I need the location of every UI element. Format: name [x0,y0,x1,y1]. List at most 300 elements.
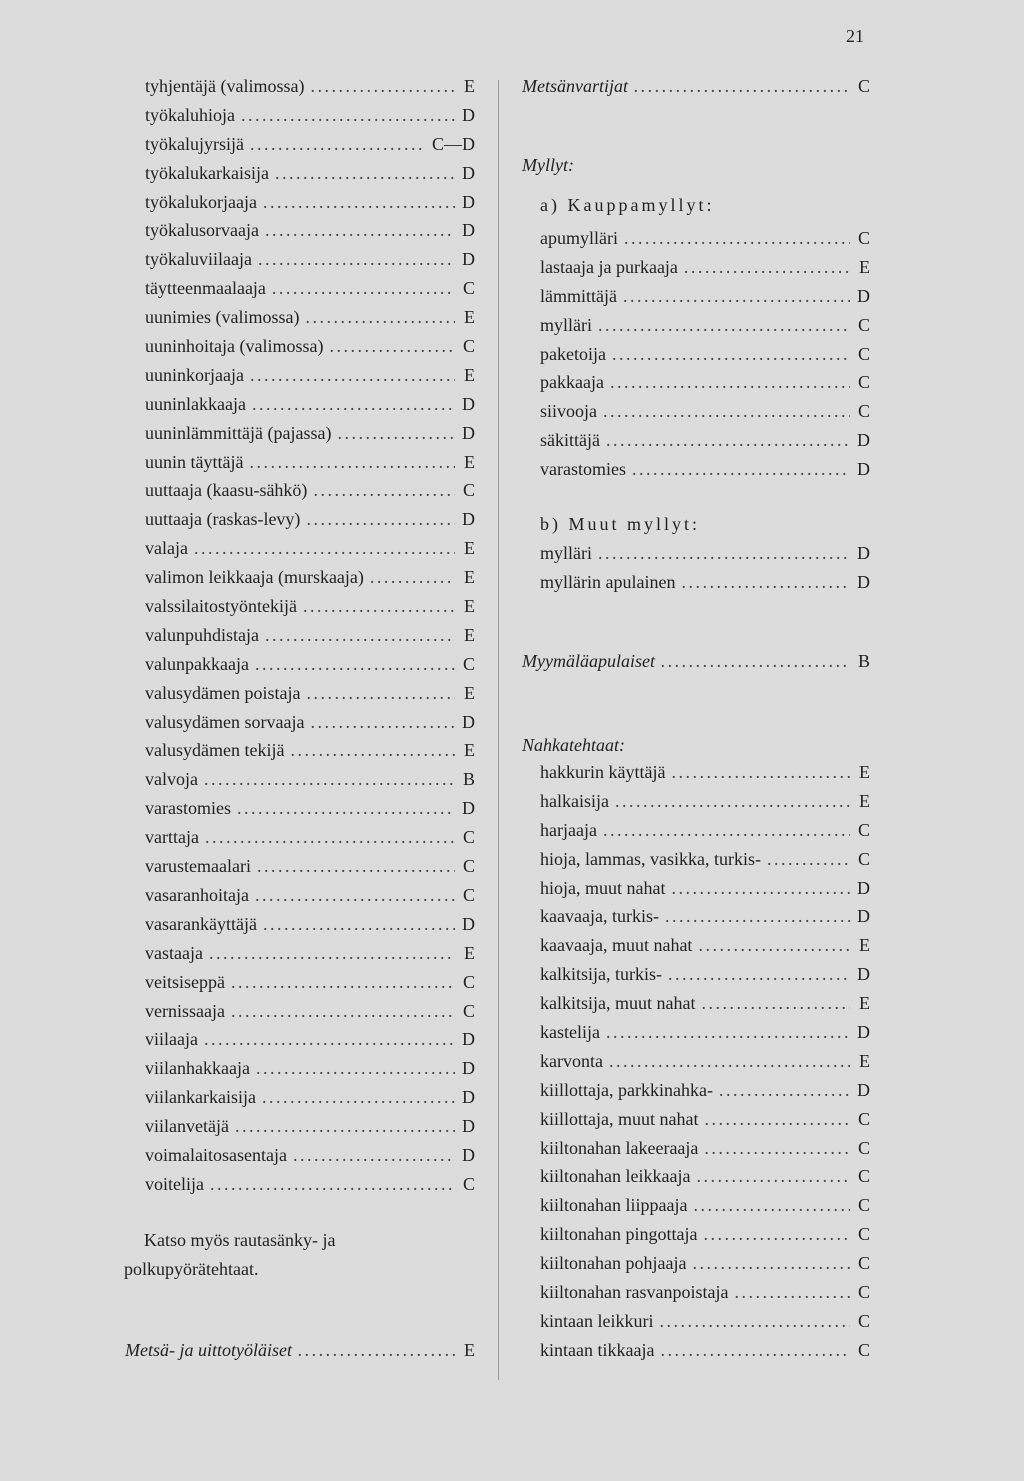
leader-dots [660,1340,850,1361]
leader-dots [235,1116,455,1137]
leader-dots [610,372,850,393]
leader-dots [265,625,455,646]
leader-dots [257,856,455,877]
entry-name: työkaluhioja [145,104,235,125]
list-item [540,878,870,907]
entry-class: E [464,307,475,328]
leader-dots [598,543,850,564]
entry-name: viilanhakkaaja [145,1058,250,1079]
leader-dots [337,423,455,444]
list-item [145,1145,475,1174]
leader-dots [275,163,455,184]
list-item [145,538,475,567]
list-item [145,683,475,712]
entry-name: pakkaaja [540,372,604,393]
entry-name: kalkitsija, muut nahat [540,993,696,1014]
leader-dots [681,572,850,593]
entry-class: D [462,1144,475,1165]
entry-class: E [464,682,475,703]
list-item [145,394,475,423]
list-item [540,964,870,993]
entry-name: uunimies (valimossa) [145,307,300,328]
entry-name: apumylläri [540,228,618,248]
entry-class: C [857,1339,870,1360]
entry-name: valusydämen tekijä [145,740,285,761]
entry-name: kaavaaja, turkis- [540,906,659,927]
leader-dots [306,509,455,530]
list-item [540,1138,870,1167]
leader-dots [632,459,850,480]
list-item [540,430,870,459]
entry-name: kalkitsija, turkis- [540,964,662,985]
leader-dots [263,192,455,213]
entry-name: valssilaitostyöntekijä [145,596,297,617]
list-item [145,423,475,452]
list-item [145,163,475,192]
leader-dots [290,740,455,761]
entry-class: D [462,711,475,732]
entry-name: kiillottaja, parkkinahka- [540,1079,713,1100]
list-item [145,1116,475,1145]
muut-myllyt-list [540,543,870,601]
entry-class: C [857,372,870,393]
list-item [540,257,870,286]
entry-class: D [857,285,870,306]
nahka-heading: Nahkatehtaat: [522,735,625,755]
leader-dots [263,914,455,935]
entry-class: D [857,430,870,451]
leader-dots [671,878,850,899]
column-divider [498,80,499,1380]
list-item [145,1001,475,1030]
leader-dots [634,76,850,97]
myymala-entry [522,651,870,680]
entry-name: hioja, muut nahat [540,877,666,898]
list-item [540,849,870,878]
entry-class: E [464,740,475,761]
leader-dots [696,1166,850,1187]
list-item [540,1166,870,1195]
list-item [540,1340,870,1369]
entry-class: C [857,1253,870,1274]
leader-dots [262,1087,455,1108]
leader-dots [606,430,850,451]
entry-class: E [464,364,475,385]
entry-name: kiiltonahan liippaaja [540,1195,688,1216]
list-item [145,365,475,394]
entry-name: Metsänvartijat [522,76,628,96]
entry-name: voimalaitosasentaja [145,1144,287,1165]
entry-class: C [462,336,475,357]
leader-dots [329,336,455,357]
entry-name: uunin täyttäjä [145,451,244,472]
entry-name: lämmittäjä [540,285,617,306]
entry-class: C [857,1108,870,1129]
entry-class: E [464,538,475,559]
list-item [145,712,475,741]
entry-class: D [857,1079,870,1100]
entry-class: B [462,769,475,790]
entry-class: C [462,856,475,877]
leader-dots [704,1138,850,1159]
list-item [540,1109,870,1138]
list-item [540,791,870,820]
entry-class: C [857,343,870,364]
entry-name: vernissaaja [145,1000,225,1021]
list-item [540,762,870,791]
entry-class: D [462,393,475,414]
entry-class: C [462,480,475,501]
leader-dots [313,480,455,501]
entry-class: E [859,1050,870,1071]
list-item [540,344,870,373]
list-item [540,543,870,572]
entry-name: hakkurin käyttäjä [540,762,666,782]
list-item [145,307,475,336]
entry-class: C [462,1173,475,1194]
entry-class: C [857,1310,870,1331]
entry-name: vastaaja [145,942,203,963]
entry-class: C [462,1000,475,1021]
entry-class: D [462,1087,475,1108]
list-item [540,459,870,488]
list-item [145,740,475,769]
list-item [540,372,870,401]
leader-dots [624,228,850,249]
entry-name: karvonta [540,1050,603,1071]
entry-name: valusydämen sorvaaja [145,711,305,732]
list-item [540,286,870,315]
entry-class: D [857,571,870,592]
leader-dots [306,683,455,704]
list-item [145,192,475,221]
leader-dots [258,249,455,270]
list-item [145,480,475,509]
leader-dots [668,964,850,985]
entry-name: uuttaaja (raskas-levy) [145,509,301,530]
entry-class: C [462,971,475,992]
entry-class: E [464,942,475,963]
list-item [540,401,870,430]
list-item [540,1253,870,1282]
entry-class: C [462,827,475,848]
list-item [145,220,475,249]
entry-name: vasarankäyttäjä [145,913,257,934]
leader-dots [204,769,455,790]
list-item [540,1282,870,1311]
entry-name: kintaan leikkuri [540,1310,654,1331]
leader-dots [609,1051,850,1072]
entry-class: C [857,1282,870,1303]
kauppamyllyt-heading: a) Kauppamyllyt: [540,195,715,215]
muut-myllyt-heading: b) Muut myllyt: [540,514,701,534]
entry-class: D [462,220,475,241]
entry-name: valunpakkaaja [145,653,249,674]
entry-name: kiiltonahan lakeeraaja [540,1137,699,1158]
entry-name: varttaja [145,827,199,848]
entry-name: kiillottaja, muut nahat [540,1108,699,1129]
leader-dots [205,827,455,848]
entry-name: Myymäläapulaiset [522,651,655,671]
list-item [540,1311,870,1340]
entry-class: E [464,451,475,472]
leader-dots [767,849,850,870]
entry-name: täytteenmaalaaja [145,278,266,299]
entry-name: työkaluviilaaja [145,249,252,270]
entry-class: C [857,76,870,96]
list-item [145,769,475,798]
list-item [540,820,870,849]
entry-name: voitelija [145,1173,204,1194]
leader-dots [194,538,455,559]
entry-class: D [857,877,870,898]
entry-name: kiiltonahan pohjaaja [540,1253,687,1274]
list-item [145,1058,475,1087]
leader-dots [704,1109,850,1130]
entry-class: C [857,1195,870,1216]
entry-class: C [462,278,475,299]
entry-name: mylläri [540,543,592,563]
entry-name: kiiltonahan leikkaaja [540,1166,691,1187]
leader-dots [661,651,850,672]
entry-name: varastomies [540,459,626,480]
entry-class: E [859,762,870,782]
list-item [145,885,475,914]
entry-class: C—D [431,133,475,154]
entry-name: valaja [145,538,188,559]
leader-dots [701,993,850,1014]
list-item [145,625,475,654]
entry-name: työkalujyrsijä [145,133,244,154]
entry-name: mylläri [540,314,592,335]
leader-dots [719,1080,850,1101]
entry-class: D [857,543,870,563]
myllyt-heading: Myllyt: [522,155,574,175]
list-item [540,572,870,601]
entry-class: E [464,567,475,588]
list-item [540,906,870,935]
list-item [145,856,475,885]
kauppamyllyt-list [540,228,870,488]
entry-class: D [462,191,475,212]
leader-dots [598,315,850,336]
entry-class: E [464,76,475,96]
list-item [540,993,870,1022]
list-item [145,105,475,134]
entry-class: D [857,964,870,985]
entry-name: Metsä- ja uittotyöläiset [125,1340,292,1360]
entry-name: työkalukorjaaja [145,191,257,212]
leader-dots [298,1340,455,1361]
leader-dots [303,596,455,617]
list-item [145,1087,475,1116]
list-item [145,654,475,683]
entry-class: C [857,401,870,422]
entry-class: D [462,1116,475,1137]
leader-dots [606,1022,850,1043]
entry-class: D [462,104,475,125]
entry-name: uuninlakkaaja [145,393,246,414]
entry-class: E [859,993,870,1014]
entry-class: E [464,1340,475,1360]
entry-class: C [857,314,870,335]
leader-dots [204,1029,455,1050]
entry-name: viilanvetäjä [145,1116,229,1137]
leader-dots [665,906,850,927]
leader-dots [310,76,455,97]
leader-dots [370,567,455,588]
entry-class: C [462,653,475,674]
leader-dots [615,791,850,812]
leader-dots [693,1195,850,1216]
leader-dots [241,105,455,126]
leader-dots [612,344,850,365]
entry-name: kiiltonahan pingottaja [540,1224,698,1245]
leader-dots [659,1311,850,1332]
leader-dots [293,1145,455,1166]
list-item [540,1224,870,1253]
entry-class: D [857,906,870,927]
list-item [145,943,475,972]
entry-class: D [857,1022,870,1043]
leader-dots [209,943,455,964]
leader-dots [231,1001,455,1022]
leader-dots [692,1253,850,1274]
list-item [145,1174,475,1203]
entry-name: hioja, lammas, vasikka, turkis- [540,848,761,869]
entry-name: harjaaja [540,819,597,840]
entry-class: C [857,1166,870,1187]
metsa-entry [125,1340,475,1369]
leader-dots [255,654,455,675]
list-item [540,315,870,344]
leader-dots [684,257,850,278]
leader-dots [250,134,426,155]
leader-dots [237,798,455,819]
list-item [145,914,475,943]
entry-name: valunpuhdistaja [145,624,259,645]
list-item [145,76,475,105]
list-item [145,336,475,365]
list-item [540,935,870,964]
list-item [145,134,475,163]
list-item [145,972,475,1001]
entry-class: C [857,228,870,248]
entry-class: C [857,1137,870,1158]
leader-dots [603,820,850,841]
entry-class: C [462,884,475,905]
entry-name: valusydämen poistaja [145,682,301,703]
list-item [540,228,870,257]
entry-name: uuninkorjaaja [145,364,244,385]
entry-class: B [857,651,870,671]
entry-class: D [462,913,475,934]
list-item [145,278,475,307]
entry-name: valimon leikkaaja (murskaaja) [145,567,364,588]
entry-name: halkaisija [540,790,609,811]
entry-class: E [464,624,475,645]
metsanvartijat-entry [522,76,870,105]
entry-name: kintaan tikkaaja [540,1339,655,1360]
list-item [145,596,475,625]
entry-name: siivooja [540,401,597,422]
leader-dots [250,365,455,386]
list-item [540,1080,870,1109]
list-item [540,1051,870,1080]
list-item [145,567,475,596]
cross-reference-note: Katso myös rautasänky- ja polkupyörätehtaat. [124,1230,336,1279]
list-item [145,827,475,856]
leader-dots [210,1174,455,1195]
entry-class: C [857,1224,870,1245]
entry-name: tyhjentäjä (valimossa) [145,76,305,96]
entry-name: säkittäjä [540,430,600,451]
list-item [145,1029,475,1058]
entry-name: valvoja [145,769,198,790]
entry-class: D [462,798,475,819]
page-number: 21 [846,26,864,46]
leader-dots [310,712,455,733]
leader-dots [252,394,455,415]
entry-class: E [859,256,870,277]
leader-dots [255,885,455,906]
entry-name: viilaaja [145,1029,198,1050]
leader-dots [231,972,455,993]
list-item [540,1195,870,1224]
leader-dots [734,1282,850,1303]
entry-class: E [859,935,870,956]
entry-name: myllärin apulainen [540,571,676,592]
entry-class: D [462,422,475,443]
entry-name: työkalukarkaisija [145,162,269,183]
list-item [145,452,475,481]
entry-name: kiiltonahan rasvanpoistaja [540,1282,729,1303]
entry-class: D [462,1029,475,1050]
entry-name: varastomies [145,798,231,819]
leader-dots [698,935,850,956]
leader-dots [703,1224,850,1245]
leader-dots [249,452,455,473]
leader-dots [603,401,850,422]
leader-dots [305,307,455,328]
entry-name: uuttaaja (kaasu-sähkö) [145,480,308,501]
entry-class: D [857,459,870,480]
entry-name: paketoija [540,343,606,364]
list-item [145,798,475,827]
entry-name: vasaranhoitaja [145,884,249,905]
entry-name: viilankarkaisija [145,1087,256,1108]
entry-name: lastaaja ja purkaaja [540,256,678,277]
list-item [145,249,475,278]
leader-dots [265,220,455,241]
entry-class: D [462,162,475,183]
entry-name: kastelija [540,1022,600,1043]
entry-name: työkalusorvaaja [145,220,259,241]
entry-class: C [857,848,870,869]
nahkatehtaat-list [540,762,870,1369]
leader-dots [671,762,850,783]
entry-name: varustemaalari [145,856,251,877]
entry-name: uuninlämmittäjä (pajassa) [145,422,332,443]
list-item [145,509,475,538]
entry-class: C [857,819,870,840]
entry-class: D [462,249,475,270]
left-column [145,76,475,1203]
leader-dots [256,1058,455,1079]
entry-class: D [462,1058,475,1079]
entry-name: veitsiseppä [145,971,225,992]
leader-dots [272,278,455,299]
